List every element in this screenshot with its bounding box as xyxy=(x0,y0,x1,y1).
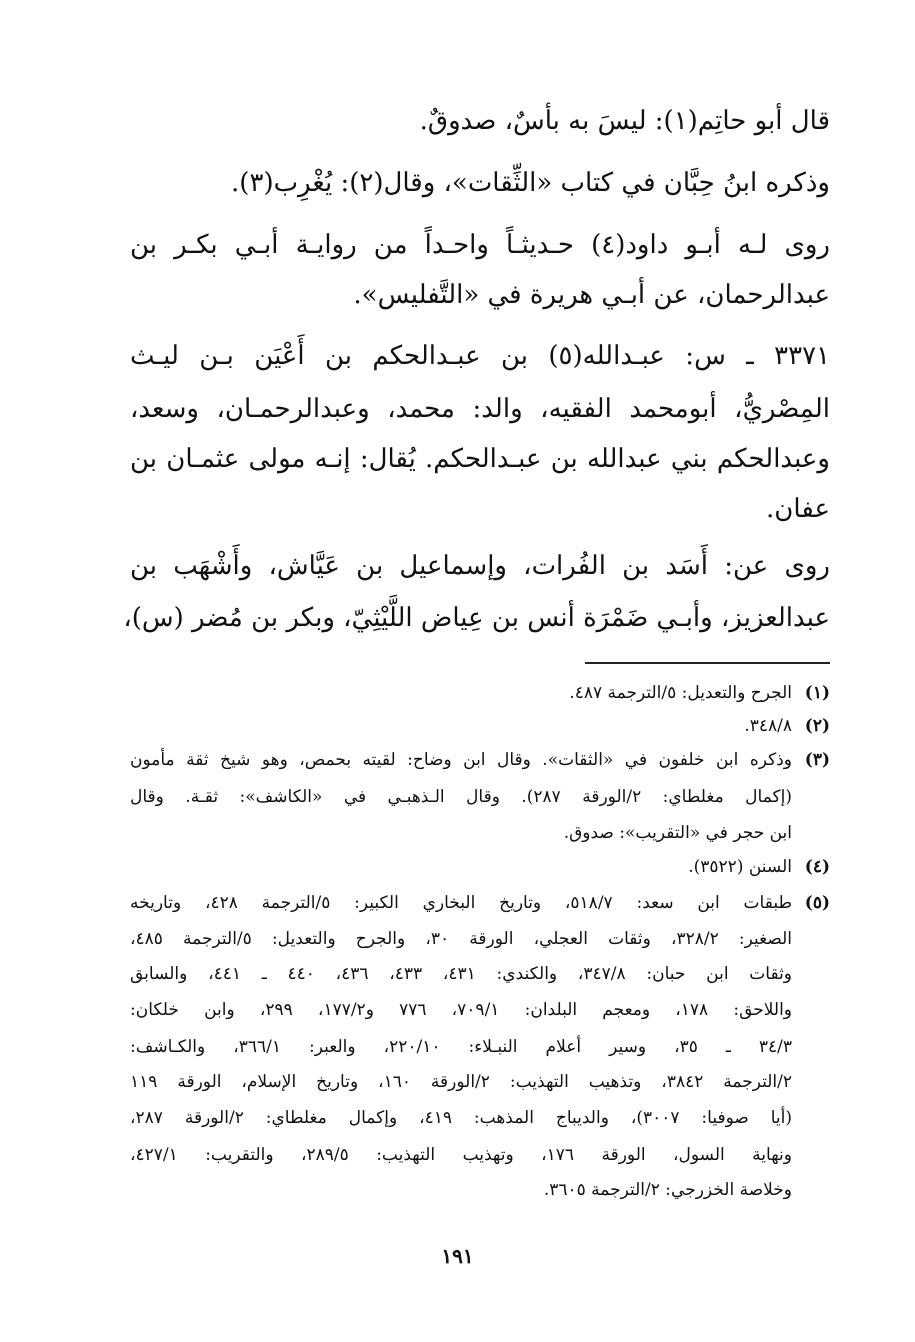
footnote-text: وخلاصة الخزرجي: ٢/الترجمة ٣٦٠٥. xyxy=(543,1180,792,1200)
footnote-text: السنن (٣٥٢٢). xyxy=(688,857,792,877)
body-line: روى لـه أبـو داود(٤) حـديثـاً واحـداً من روايـة أبـي بكـر بن xyxy=(130,230,830,260)
footnote-text: ونهاية السول، الورقة ١٧٦، وتهذيب التهذيب: ٢٨٩/٥، والتقريب: ٤٢٧/١، xyxy=(130,1145,792,1165)
footnote-text: واللاحق: ١٧٨، ومعجم البلدان: ٧٠٩/١، ٧٧٦ و١٧٧/٢، ٢٩٩، وابن خلكان: xyxy=(130,1000,793,1020)
body-line: عبدالعزيز، وأبـي ضَمْرَة أنس بن عِياض اللَّيْثِيّ، وبكر بن مُضر (س)، xyxy=(123,603,830,633)
footnote-text: ٣٤٨/٨. xyxy=(744,716,792,736)
body-line: روى عن: أَسَد بن الفُرات، وإسماعيل بن عَيَّاش، وأَشْهَب بن xyxy=(130,551,830,581)
footnote-number: (٤) xyxy=(804,857,830,877)
body-line: عفان. xyxy=(766,494,830,524)
footnote-text: (أيا صوفيا: ٣٠٠٧)، والديباج المذهب: ٤١٩، وإكمال مغلطاي: ٢/الورقة ٢٨٧، xyxy=(130,1108,792,1128)
footnote-number: (٣) xyxy=(804,750,830,770)
body-line: وعبدالحكم بني عبدالله بن عبـدالحكم. يُقال: إنـه مولى عثمـان بن xyxy=(130,444,830,474)
footnote-text: الصغير: ٣٢٨/٢، وثقات العجلي، الورقة ٣٠، والجرح والتعديل: ٥/الترجمة ٤٨٥، xyxy=(130,929,792,949)
footnote-text: وذكره ابن خلفون في «الثقات». وقال ابن وضاح: لقيته بحمص، وهو شيخ ثقة مأمون xyxy=(130,750,792,770)
footnote-number: (٥) xyxy=(804,893,830,913)
footnote-separator xyxy=(585,662,830,664)
body-line: وذكره ابنُ حِبَّان في كتاب «الثِّقات»، وقال(٢): يُغْرِب(٣). xyxy=(231,168,830,198)
body-line: المِصْريُّ، أبومحمد الفقيه، والد: محمد، وعبدالرحمـان، وسعد، xyxy=(130,394,830,424)
body-line: قال أبو حاتِم(١): ليسَ به بأسٌ، صدوقٌ. xyxy=(419,106,830,136)
entry-heading-line: ٣٣٧١ ـ س: عبـدالله(٥) بن عبـدالحكم بن أَعْيَن بـن ليـث xyxy=(130,341,830,371)
body-line: عبدالرحمان، عن أبـي هريرة في «التَّفليس». xyxy=(353,280,830,310)
footnote-text: الجرح والتعديل: ٥/الترجمة ٤٨٧. xyxy=(569,683,792,703)
footnote-text: (إكمال مغلطاي: ٢/الورقة ٢٨٧). وقال الـذهبـي في «الكاشف»: ثقـة. وقال xyxy=(130,787,792,807)
footnote-text: ٢/الترجمة ٣٨٤٢، وتذهيب التهذيب: ٢/الورقة ١٦٠، وتاريخ الإسلام، الورقة ١١٩ xyxy=(130,1072,793,1092)
footnote-text: ٣٤/٣ ـ ٣٥، وسير أعلام النبـلاء: ٢٢٠/١٠، والعبر: ٣٦٦/١، والكـاشف: xyxy=(130,1037,793,1057)
footnote-text: ابن حجر في «التقريب»: صدوق. xyxy=(563,823,792,843)
page-number: ١٩١ xyxy=(441,1244,474,1268)
footnote-number: (٢) xyxy=(804,716,830,736)
footnote-text: وثقات ابن حبان: ٣٤٧/٨، والكندي: ٤٣١، ٤٣٣، ٤٣٦، ٤٤٠ ـ ٤٤١، والسابق xyxy=(130,964,793,984)
footnote-text: طبقات ابن سعد: ٥١٨/٧، وتاريخ البخاري الكبير: ٥/الترجمة ٤٢٨، وتاريخه xyxy=(130,893,792,913)
footnote-number: (١) xyxy=(804,683,830,703)
